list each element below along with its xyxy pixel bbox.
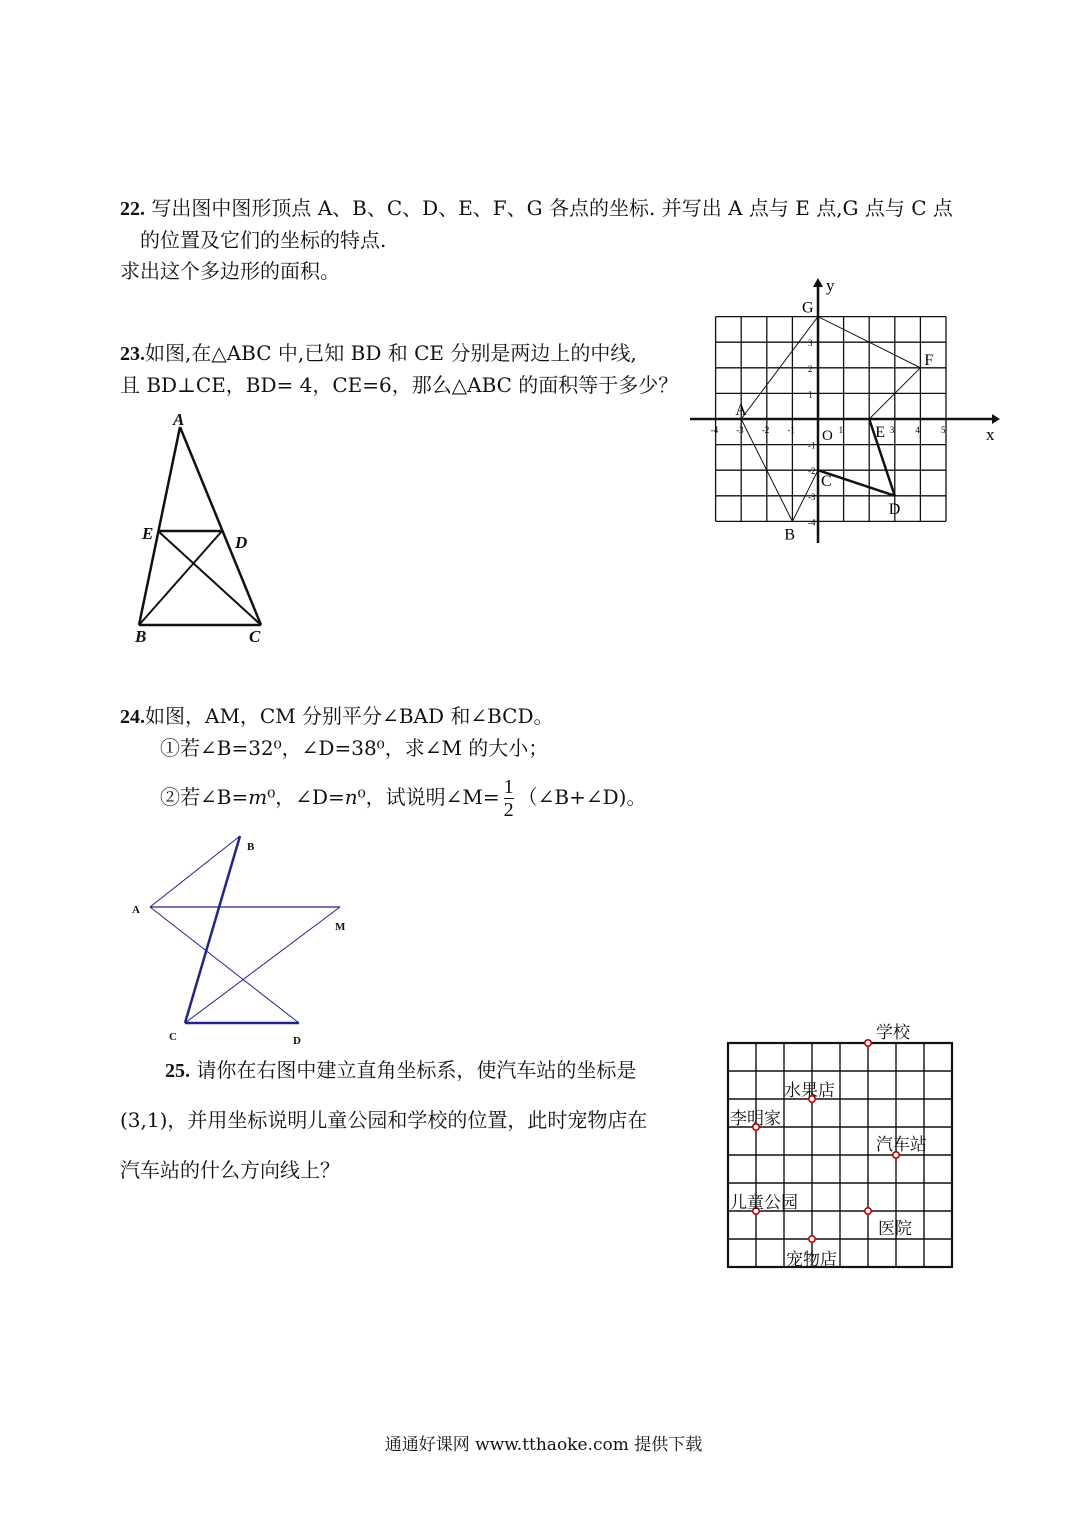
q23-label-b: B [135,627,147,646]
q25-line1 [165,1057,636,1084]
q24-part2-prefix: ②若∠B= [160,785,249,809]
q25-label-bus-station: 汽车站 [876,1135,927,1154]
q22-y-tick: -1 [808,440,816,451]
q22-x-label: x [986,425,995,444]
q23-side-ac [180,427,261,625]
q25-number: 25. [165,1060,190,1082]
q22-point-label-a: A [735,402,747,419]
q25-label-li-home: 李明家 [730,1109,781,1128]
q22-y-tick: 1 [808,389,813,400]
q24-var-n: n [344,785,358,809]
q24-part2-suffix: ⁰，试说明∠M= [357,785,500,809]
q25-marker-pet-shop [809,1236,815,1242]
q23-text1: 如图,在△ABC 中,已知 BD 和 CE 分别是两边上的中线, [145,341,637,365]
q24-angle-figure [125,830,365,1050]
q22-y-tick: 3 [808,338,813,349]
q25-label-school: 学校 [876,1023,910,1042]
q25-grid-map [720,1015,960,1275]
q22-y-tick: -4 [808,517,816,528]
q23-line1 [120,340,637,367]
q22-x-tick: 1 [838,425,844,435]
q22-point-label-c: C [821,473,832,491]
q25-text1: 请你在右图中建立直角坐标系，使汽车站的坐标是 [196,1058,637,1082]
q23-label-d: D [235,533,248,552]
q25-grid [728,1043,952,1267]
q24-part2 [160,768,646,826]
q23-number: 23. [120,343,145,365]
q22-line3: 求出这个多边形的面积。 [120,259,340,283]
q22-origin-label: O [822,428,833,444]
q22-x-tick: 4 [915,425,920,435]
q24-part2-tail: （∠B+∠D)。 [517,785,647,809]
q24-part2-mid: ⁰，∠D= [267,785,345,809]
q22-text1: 写出图中图形顶点 A、B、C、D、E、F、G 各点的坐标. 并写出 A 点与 E 点,G 点与 C 点 [151,196,953,220]
q22-x-tick: 5 [941,425,946,435]
q23-triangle-figure [125,405,285,650]
q24-number: 24. [120,706,145,728]
q22-y-label: y [826,276,835,295]
q22-point-label-d: D [888,500,901,518]
q24-segment-ab [150,836,240,907]
page-footer: 通通好课网 www.tthaoke.com 提供下载 [384,1435,703,1455]
q22-number: 22. [120,198,145,220]
q24-segment-cm [185,907,340,1023]
q22-x-tick: -4 [710,425,719,435]
q22-x-tick: -3 [736,425,744,435]
q23-label-e: E [142,524,154,543]
q24-frac-numerator: 1 [503,776,514,798]
q22-y-tick: -3 [808,491,816,502]
q22-y-tick: 2 [808,363,813,374]
q22-y-arrow [813,278,823,287]
q22-line1 [120,195,953,222]
q25-label-fruit-shop: 水果店 [784,1081,835,1100]
q22-coordinate-graph [680,275,1010,555]
q23-label-c: C [249,627,261,646]
q24-var-m: m [248,785,268,809]
q22-point-label-e: E [875,424,885,441]
q25-line3: 汽车站的什么方向线上？ [120,1158,340,1182]
q22-x-tick: -1 [787,425,795,435]
q24-segment-bc [185,836,240,1023]
q22-point-label-b: B [784,526,796,544]
q24-label-d: D [293,1035,301,1047]
q24-frac-denominator: 2 [503,799,514,821]
q22-point-label-f: F [924,351,934,369]
q25-line2: (3,1)，并用坐标说明儿童公园和学校的位置，此时宠物店在 [120,1108,648,1132]
q22-x-arrow [992,414,1000,424]
q24-segment-ad [150,907,299,1023]
q22-x-tick: 3 [889,425,895,435]
q25-marker-school [865,1040,871,1046]
q24-line1 [120,703,554,730]
q25-marker-hospital [865,1208,871,1214]
q24-label-a: A [132,904,140,916]
q22-x-tick: -2 [761,425,770,435]
q25-label-pet-shop: 宠物店 [786,1250,837,1269]
q24-label-m: M [335,921,346,933]
q22-line2: 的位置及它们的坐标的特点. [140,228,387,252]
q25-label-hospital: 医院 [878,1219,912,1238]
q24-part1: ①若∠B=32⁰，∠D=38⁰，求∠M 的大小； [160,736,549,760]
q24-fraction [504,776,514,821]
q24-label-b: B [247,841,255,853]
q23-label-a: A [173,410,185,429]
q24-text1: 如图，AM，CM 分别平分∠BAD 和∠BCD。 [145,704,554,728]
q23-line2: 且 BD⊥CE，BD= 4，CE=6，那么△ABC 的面积等于多少？ [120,373,679,397]
q22-y-tick: -2 [808,466,816,477]
q25-label-children-park: 儿童公园 [730,1193,798,1212]
q22-point-label-g: G [802,299,814,317]
q24-label-c: C [169,1031,177,1043]
